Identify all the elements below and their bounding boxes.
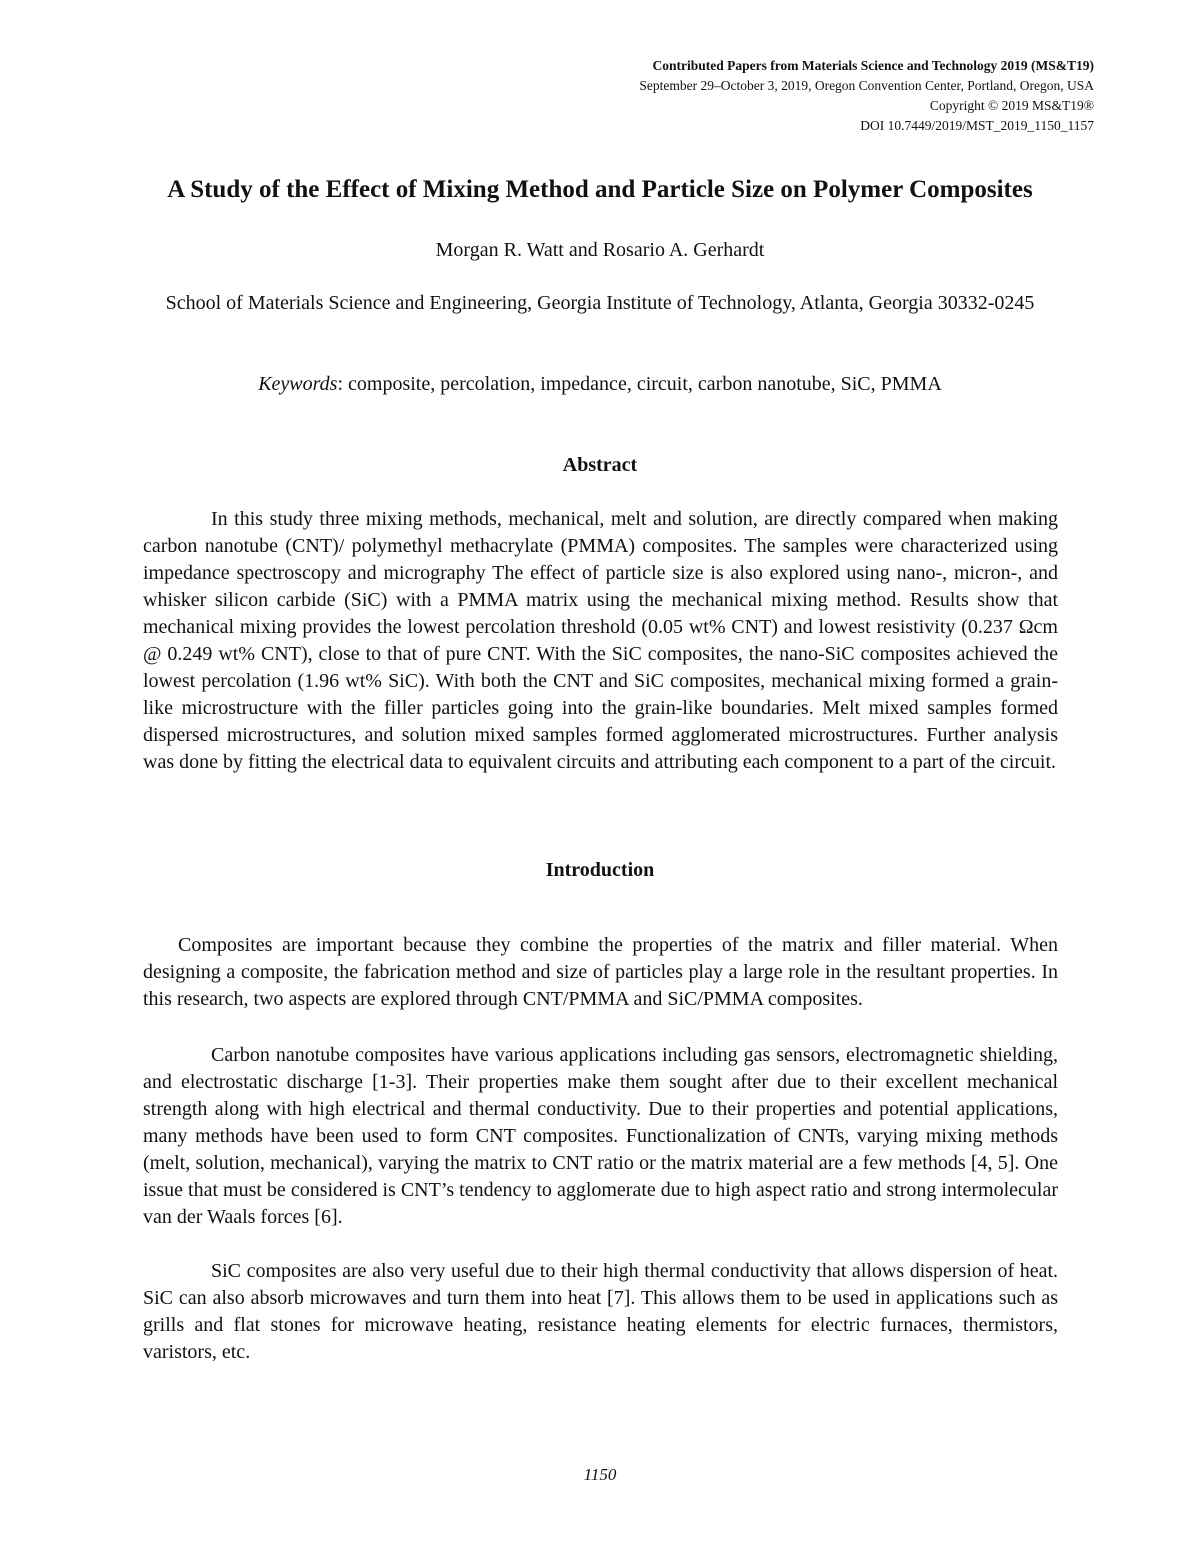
affiliation: School of Materials Science and Engineering, Georgia Institute of Technology, Atlanta, Georgia 30332-0245 bbox=[165, 292, 1035, 314]
page-number: 1150 bbox=[583, 1465, 617, 1484]
doi: DOI 10.7449/2019/MST_2019_1150_1157 bbox=[860, 118, 1094, 133]
introduction-heading: Introduction bbox=[545, 859, 655, 881]
introduction-paragraph-2: Carbon nanotube composites have various applications including gas sensors, electromagnetic shielding, and electrostatic discharge [1-3]. Their properties make them sought after due to their excellent mechanical strength along with high electrical and thermal conductivity. Due to their properties and potential applications, many methods have been used to form CNT composites. Functionalization of CNTs, varying mixing methods (melt, solution, mechanical), varying the matrix to CNT ratio or the matrix material are a few methods [4, 5]. One issue that must be considered is CNT’s tendency to agglomerate due to high aspect ratio and strong intermolecular van der Waals forces [6]. bbox=[143, 1044, 1058, 1228]
running-header bbox=[639, 56, 1094, 136]
abstract-text: In this study three mixing methods, mechanical, melt and solution, are directly compared when making carbon nanotube (CNT)/ polymethyl methacrylate (PMMA) composites. The samples were characterized using impedance spectroscopy and micrography The effect of particle size is also explored using nano-, micron-, and whisker silicon carbide (SiC) with a PMMA matrix using the mechanical mixing method. Results show that mechanical mixing provides the lowest percolation threshold (0.05 wt% CNT) and lowest resistivity (0.237 Ωcm @ 0.249 wt% CNT), close to that of pure CNT. With the SiC composites, the nano-SiC composites achieved the lowest percolation (1.96 wt% SiC). With both the CNT and SiC composites, mechanical mixing formed a grain-like microstructure with the filler particles going into the grain-like boundaries. Melt mixed samples formed dispersed microstructures, and solution mixed samples formed agglomerated microstructures. Further analysis was done by fitting the electrical data to equivalent circuits and attributing each component to a part of the circuit. bbox=[143, 508, 1058, 773]
introduction-paragraph-3: SiC composites are also very useful due to their high thermal conductivity that allows dispersion of heat. SiC can also absorb microwaves and turn them into heat [7]. This allows them to be used in applications such as grills and flat stones for microwave heating, resistance heating elements for electric furnaces, thermistors, varistors, etc. bbox=[143, 1260, 1058, 1363]
copyright-notice: Copyright © 2019 MS&T19® bbox=[929, 98, 1094, 113]
conference-dates-location: September 29–October 3, 2019, Oregon Convention Center, Portland, Oregon, USA bbox=[639, 78, 1094, 93]
introduction-paragraph-1: Composites are important because they combine the properties of the matrix and filler material. When designing a composite, the fabrication method and size of particles play a large role in the resultant properties. In this research, two aspects are explored through CNT/PMMA and SiC/PMMA composites. bbox=[143, 934, 1058, 1010]
keywords bbox=[140, 371, 1060, 398]
authors: Morgan R. Watt and Rosario A. Gerhardt bbox=[435, 239, 765, 261]
paper-title: A Study of the Effect of Mixing Method and Particle Size on Polymer Composites bbox=[167, 176, 1033, 203]
keywords-list: : composite, percolation, impedance, circuit, carbon nanotube, SiC, PMMA bbox=[337, 373, 942, 395]
abstract-heading: Abstract bbox=[562, 454, 638, 476]
keywords-label: Keywords bbox=[258, 373, 338, 395]
conference-name: Contributed Papers from Materials Science and Technology 2019 (MS&T19) bbox=[652, 58, 1094, 73]
